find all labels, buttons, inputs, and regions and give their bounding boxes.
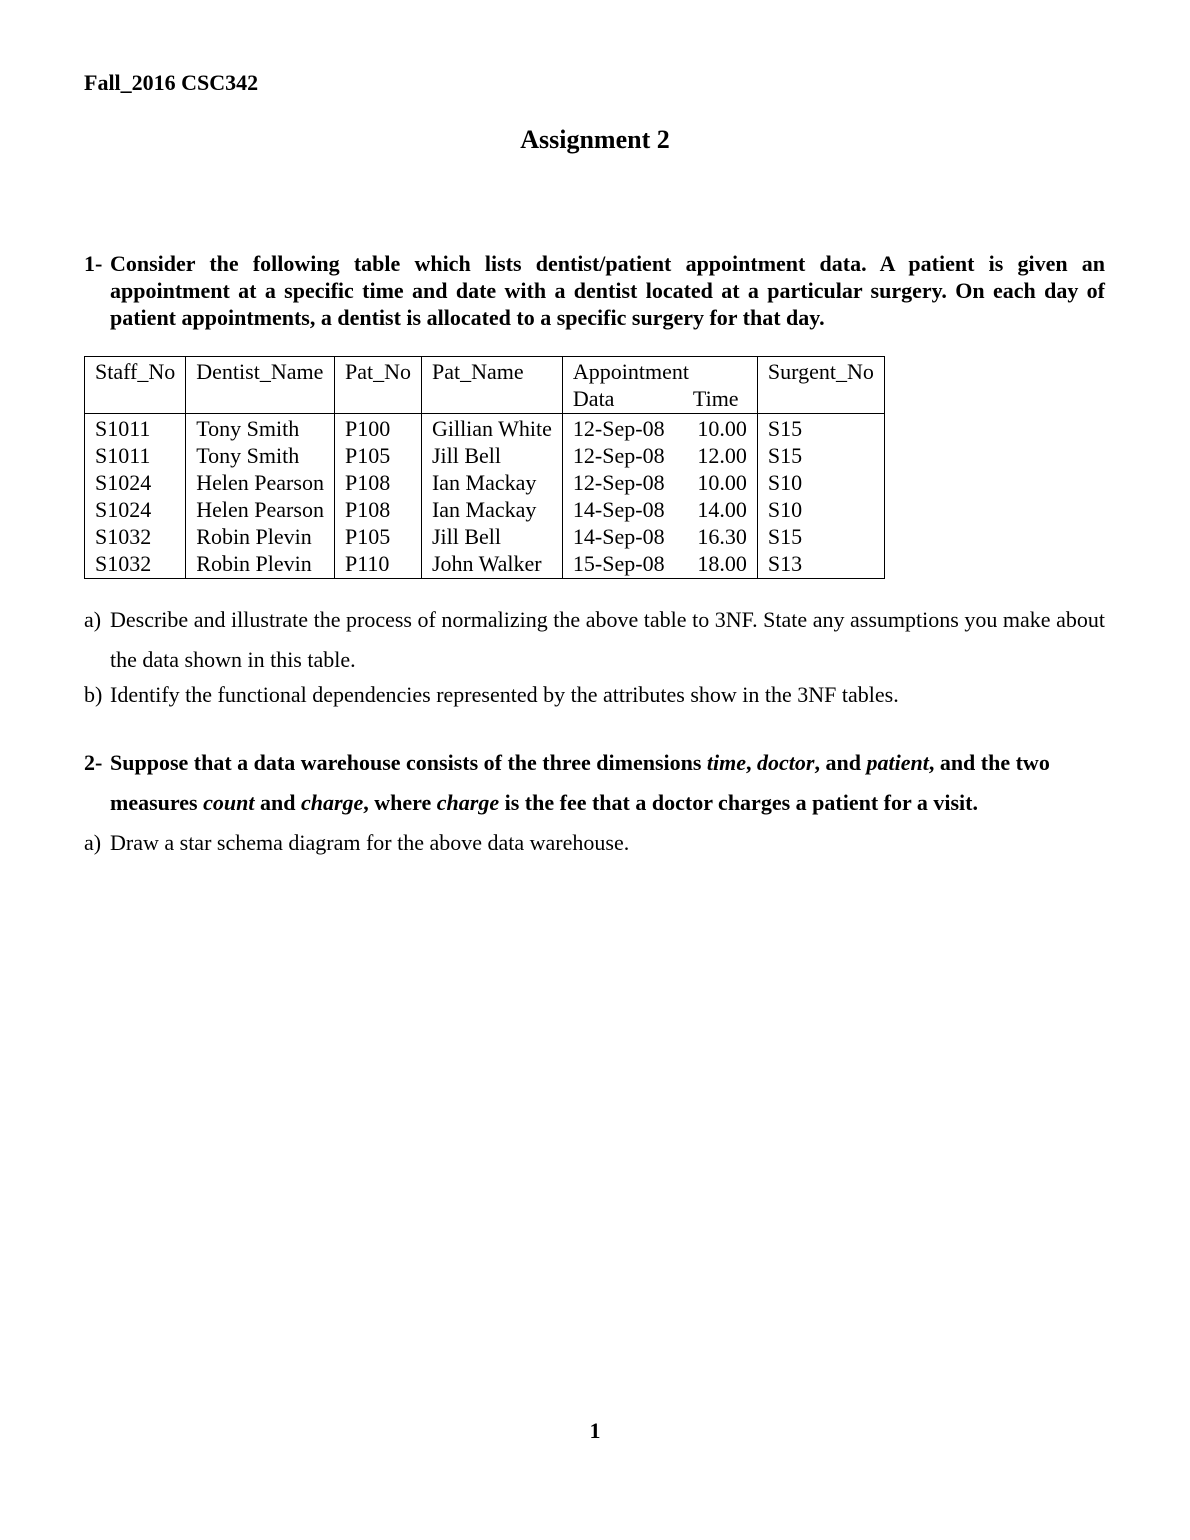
cell-surgent-no: S15 [757,414,884,443]
q2-text-segment: , and the two measures [110,750,1050,815]
table-row [85,496,885,523]
cell-surgent-no: S10 [757,496,884,523]
q2-dimension-patient: patient [866,750,929,775]
table-row [85,550,885,579]
cell-date: 12-Sep-08 [572,470,665,495]
cell-time: 12.00 [697,443,747,468]
cell-pat-no: P108 [334,469,421,496]
header-appointment-time: Time [692,386,739,411]
appointment-table [84,356,885,579]
assignment-title: Assignment 2 [520,125,670,154]
question-1-part-b [84,680,1105,710]
cell-dentist-name: Robin Plevin [186,523,335,550]
q2-dimension-doctor: doctor [757,750,815,775]
cell-surgent-no: S10 [757,469,884,496]
question-1-part-a [84,600,1105,680]
question-2-number: 2- [84,750,103,775]
cell-pat-no: P110 [334,550,421,579]
table-row [85,523,885,550]
cell-pat-no: P105 [334,523,421,550]
cell-pat-name: Jill Bell [421,442,562,469]
cell-staff-no: S1011 [85,442,186,469]
header-surgent-no: Surgent_No [757,357,884,414]
table-header-row [85,357,885,414]
cell-surgent-no: S15 [757,523,884,550]
header-appointment-date: Data [572,386,615,411]
cell-pat-name: Gillian White [421,414,562,443]
course-header: Fall_2016 CSC342 [84,70,259,95]
table-row [85,469,885,496]
cell-pat-name: John Walker [421,550,562,579]
cell-pat-no: P108 [334,496,421,523]
q2-measure-charge: charge [436,790,500,815]
q2-measure-charge: charge [300,790,364,815]
part-text: Describe and illustrate the process of normalizing the above table to 3NF. State any assumptions you make about the data shown in this table. [110,607,1105,672]
cell-staff-no: S1032 [85,523,186,550]
header-appointment-sub [573,385,747,412]
header-staff-no: Staff_No [85,357,186,414]
table-row [85,414,885,443]
cell-time: 10.00 [697,470,747,495]
header-dentist-name: Dentist_Name [186,357,335,414]
q2-text-segment: and [254,790,301,815]
question-2 [84,743,1105,823]
cell-surgent-no: S13 [757,550,884,579]
cell-pat-name: Ian Mackay [421,469,562,496]
cell-date: 12-Sep-08 [572,443,665,468]
cell-pat-no: P100 [334,414,421,443]
cell-appointment [562,414,757,443]
part-label: a) [84,607,102,632]
header-pat-no: Pat_No [334,357,421,414]
cell-date: 14-Sep-08 [572,524,665,549]
cell-pat-name: Ian Mackay [421,496,562,523]
cell-appointment [562,469,757,496]
cell-time: 14.00 [697,497,747,522]
cell-time: 18.00 [697,551,747,576]
q2-measure-count: count [203,790,255,815]
cell-staff-no: S1024 [85,496,186,523]
cell-dentist-name: Helen Pearson [186,496,335,523]
q2-text-segment: Suppose that a data warehouse consists of the three dimensions [110,750,707,775]
q2-text-segment: is the fee that a doctor charges a patient for a visit. [499,790,978,815]
cell-appointment [562,550,757,579]
cell-surgent-no: S15 [757,442,884,469]
question-1 [84,250,1105,331]
part-text: Identify the functional dependencies represented by the attributes show in the 3NF tables. [110,682,899,707]
cell-staff-no: S1032 [85,550,186,579]
cell-dentist-name: Tony Smith [186,442,335,469]
header-appointment [562,357,757,414]
header-appointment-label: Appointment [572,359,690,384]
table-row [85,442,885,469]
header-pat-name: Pat_Name [421,357,562,414]
cell-pat-name: Jill Bell [421,523,562,550]
q2-text-segment: , [746,750,758,775]
cell-appointment [562,496,757,523]
question-2-text [110,743,1105,823]
question-1-text: Consider the following table which lists dentist/patient appointment data. A patient is given an appointment at a specific time and date with a dentist located at a particular surgery. On each day of patient appointments, a dentist is allocated to a specific surgery for that day. [110,251,1105,330]
cell-appointment [562,523,757,550]
cell-date: 15-Sep-08 [572,551,665,576]
part-label: b) [84,682,103,707]
cell-pat-no: P105 [334,442,421,469]
cell-dentist-name: Tony Smith [186,414,335,443]
cell-date: 14-Sep-08 [572,497,665,522]
q2-dimension-time: time [706,750,747,775]
cell-dentist-name: Helen Pearson [186,469,335,496]
cell-staff-no: S1011 [85,414,186,443]
cell-staff-no: S1024 [85,469,186,496]
q2-text-segment: , where [363,790,437,815]
page-number: 1 [589,1418,601,1443]
question-2-part-a [84,823,1105,863]
cell-dentist-name: Robin Plevin [186,550,335,579]
question-1-number: 1- [84,251,103,276]
cell-time: 10.00 [697,416,747,441]
cell-time: 16.30 [697,524,747,549]
cell-date: 12-Sep-08 [572,416,665,441]
cell-appointment [562,442,757,469]
part-label: a) [84,830,102,855]
q2-text-segment: , and [814,750,867,775]
part-text: Draw a star schema diagram for the above data warehouse. [110,830,630,855]
